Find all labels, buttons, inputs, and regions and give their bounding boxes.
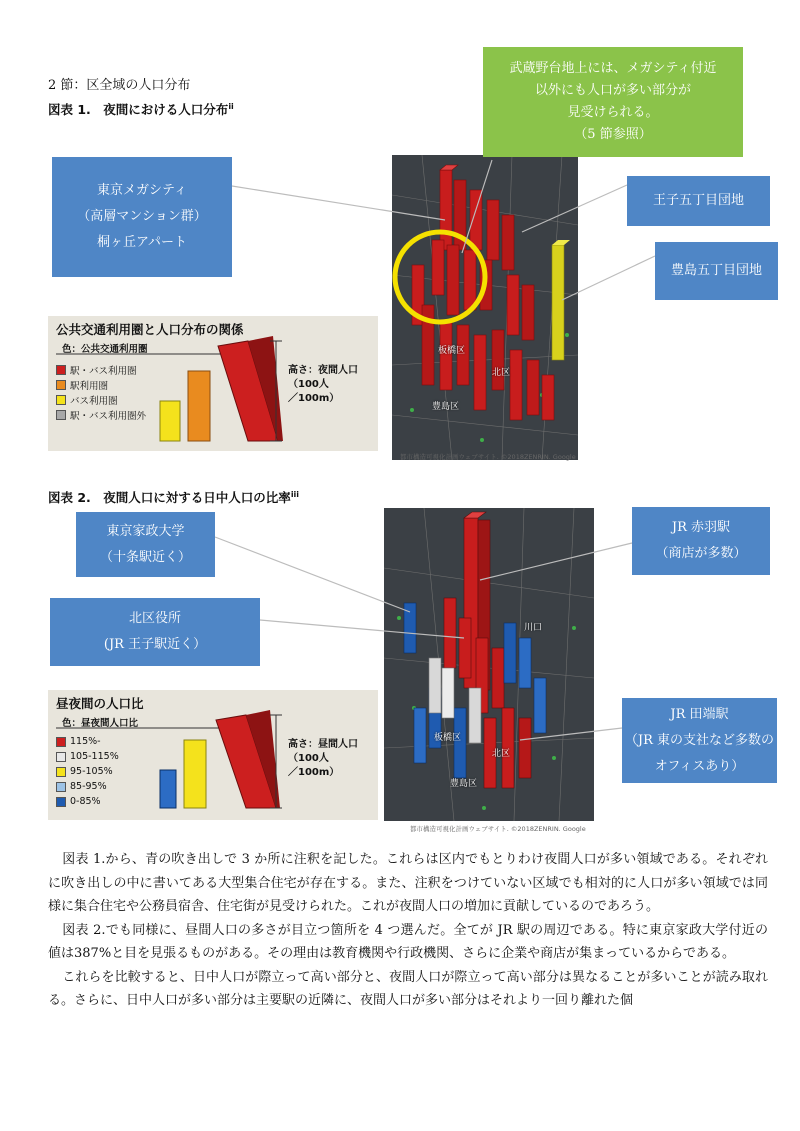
map-label-toshima: 豊島区 — [432, 402, 460, 412]
map-label-kita: 北区 — [492, 368, 511, 378]
fig1-legend-item: 駅利用圏 — [56, 378, 108, 392]
fig2-legend-item: 115%- — [56, 736, 101, 747]
paragraph-1: 図表 1.から、青の吹き出しで 3 か所に注釈を記した。これらは区内でもとりわけ夜間人口が多い領域である。それぞれに吹き出しの中に書いてある大型集合住宅が存在する。また、注釈をつけていない区域でも相対的に人口が多い領域では同様に集合住宅や公務員宿舎、住宅街が見受けられた。これが夜間人口の増加に貢献しているのであろう。 — [48, 852, 768, 914]
callout-tokyo-megacity: 東京メガシティ （高層マンション群） 桐ヶ丘アパート — [52, 157, 232, 277]
fig1-credit: 都市構造可視化計画ウェブサイト. ©2018ZENRIN. Google — [400, 453, 576, 461]
callout-kita-ward-office: 北区役所 (JR 王子駅近く） — [50, 598, 260, 666]
fig2-legend-item: 105-115% — [56, 751, 119, 762]
callout-tabata-station: JR 田端駅 （JR 東の支社など多数の オフィスあり） — [622, 698, 777, 783]
fig1-map — [392, 155, 578, 460]
fig1-map-graphic — [392, 155, 578, 460]
section-title: 2 節：区全域の人口分布 — [48, 78, 191, 93]
fig2-credit: 都市構造可視化計画ウェブサイト. ©2018ZENRIN. Google — [410, 825, 586, 833]
fig1-legend — [48, 316, 378, 451]
body-text — [48, 848, 768, 1013]
fig2-title: 図表 2. 夜間人口に対する日中人口の比率$^{iii}$ — [48, 489, 300, 505]
fig1-legend-title: 公共交通利用圏と人口分布の関係 — [56, 322, 244, 337]
paragraph-3: これらを比較すると、日中人口が際立って高い部分と、夜間人口が際立って高い部分は異なることが多いことが読み取れる。さらに、日中人口が多い部分は主要駅の近隣に、夜間人口が多い部分はそれより一回り離れた個 — [48, 969, 768, 1008]
map-label-toshima: 豊島区 — [450, 779, 478, 789]
fig2-legend-height: 高さ：昼間人口 （100人 ／100m） — [288, 739, 358, 778]
fig2-legend-subtitle: 色：昼夜間人口比 — [62, 718, 139, 729]
map-label-itabashi: 板橋区 — [438, 346, 466, 356]
fig1-legend-item: バス利用圏 — [56, 393, 118, 407]
map-label-kawaguchi: 川口 — [524, 623, 543, 633]
fig1-legend-height: 高さ：夜間人口 （100人 ／100m） — [288, 365, 358, 404]
fig2-legend — [48, 690, 378, 820]
callout-kasei-university: 東京家政大学 （十条駅近く） — [76, 512, 215, 577]
callout-musashino-plateau: 武蔵野台地上には、メガシティ付近 以外にも人口が多い部分が 見受けられる。 （5 節参照） — [483, 47, 743, 157]
map-label-itabashi: 板橋区 — [434, 733, 462, 743]
callout-akabane-station: JR 赤羽駅 （商店が多数） — [632, 507, 770, 575]
fig2-legend-item: 95-105% — [56, 766, 113, 777]
callout-oji-danchi: 王子五丁目団地 — [627, 176, 770, 226]
callout-toshima-danchi: 豊島五丁目団地 — [655, 242, 778, 300]
fig2-legend-title: 昼夜間の人口比 — [56, 696, 144, 711]
fig1-title: 図表 1. 夜間における人口分布$^{ii}$ — [48, 101, 234, 117]
fig2-legend-item: 0-85% — [56, 796, 101, 807]
fig2-legend-item: 85-95% — [56, 781, 107, 792]
fig1-legend-item: 駅・バス利用圏外 — [56, 408, 146, 422]
map-label-kita: 北区 — [492, 749, 511, 759]
fig2-map — [384, 508, 594, 821]
fig1-legend-item: 駅・バス利用圏 — [56, 363, 137, 377]
paragraph-2: 図表 2.でも同様に、昼間人口の多さが目立つ箇所を 4 つ選んだ。全てが JR 駅の周辺である。特に東京家政大学付近の値は387%と目を見張るものがある。その理由は教育機関や行政機関、さらに企業や商店が集まっているからである。 — [48, 922, 768, 961]
fig2-map-graphic — [384, 508, 594, 821]
fig1-legend-subtitle: 色：公共交通利用圏 — [62, 344, 148, 355]
